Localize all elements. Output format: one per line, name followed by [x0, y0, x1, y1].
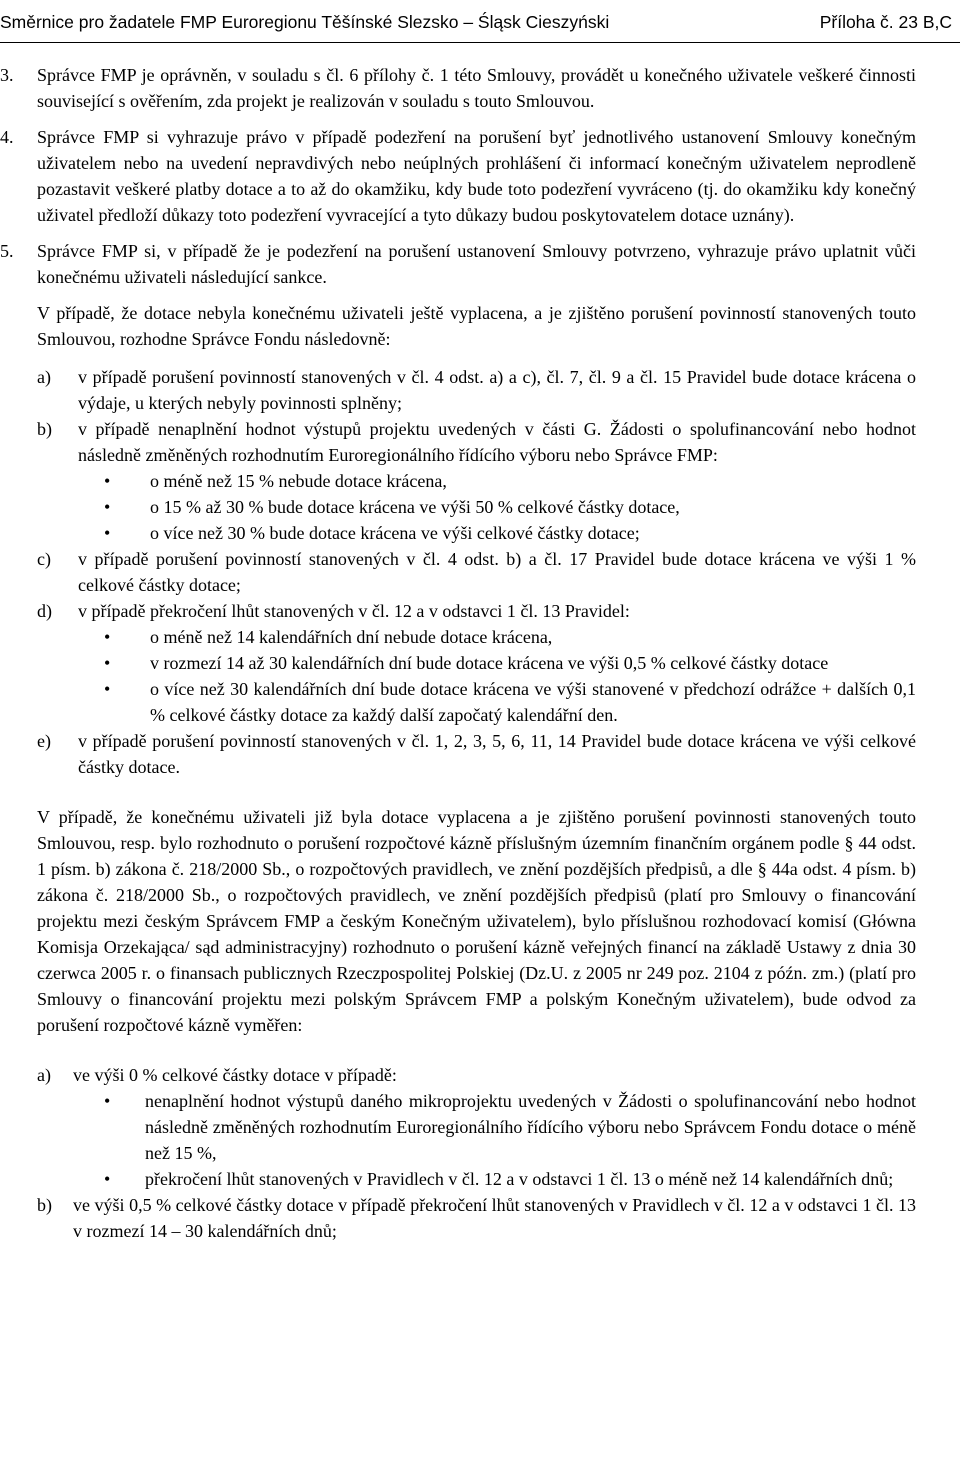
- bullet-text: nenaplnění hodnot výstupů daného mikroprojektu uvedených v Žádosti o spolufinancování nebo hodnot následně změněných rozhodnutím Euroregionálního řídícího výboru nebo Správcem Fondu dotace o méně než 15 %,: [145, 1091, 916, 1163]
- item-number: 5.: [0, 241, 14, 261]
- bullet-icon: •: [104, 471, 111, 491]
- list1-d-bullet: [0, 624, 916, 650]
- item-letter: a): [37, 367, 51, 387]
- bullet-text: o méně než 14 kalendářních dní nebude dotace krácena,: [150, 627, 553, 647]
- bullet-text: překročení lhůt stanovených v Pravidlech v čl. 12 a v odstavci 1 čl. 13 o méně než 14 kalendářních dnů;: [145, 1169, 894, 1189]
- list1-item-a: [0, 364, 916, 416]
- list1-b-bullet: [0, 468, 916, 494]
- bullet-text: o více než 30 % bude dotace krácena ve výši celkové částky dotace;: [150, 523, 640, 543]
- list1-item-b: [0, 416, 916, 468]
- bullet-icon: •: [104, 497, 111, 517]
- bullet-icon: •: [104, 1091, 111, 1111]
- list2-a-bullet: [0, 1166, 916, 1192]
- item-text: ve výši 0 % celkové částky dotace v případě:: [73, 1065, 397, 1085]
- header-attachment-label: Příloha č. 23 B,C: [819, 12, 952, 32]
- paragraph-already-paid: V případě, že konečnému uživateli již byla dotace vyplacena a je zjištěno porušení povinnosti stanovených touto Smlouvou, resp. bylo rozhodnuto o porušení rozpočtové kázně příslušným územním finančním orgánem podle § 44 odst. 1 písm. b) zákona č. 218/2000 Sb., o rozpočtových pravidlech, ve znění pozdějších předpisů, a dle § 44a odst. 4 písm. b) zákona č. 218/2000 Sb., o rozpočtových pravidlech, ve znění pozdějších předpisů (platí pro Smlouvy o financování projektu mezi českým Správcem FMP a českým Konečným uživatelem), bylo příslušnou rozhodovací komisí (Główna Komisja Orzekająca/ sąd administracyjny) rozhodnuto o porušení kázně veřejných financí na základě Ustawy z dnia 30 czerwca 2005 r. o finansach publicznych Rzeczpospolitej Polskiej (Dz.U. z 2005 nr 249 poz. 2104 z późn. zm.) (platí pro Smlouvy o financování projektu mezi polským Správcem FMP a polským Konečným uživatelem), bude odvod za porušení rozpočtové kázně vyměřen:: [37, 807, 916, 1035]
- bullet-icon: •: [104, 627, 111, 647]
- item-number: 4.: [0, 127, 14, 147]
- bullet-icon: •: [104, 679, 111, 699]
- bullet-icon: •: [104, 653, 111, 673]
- list1-item-c: [0, 546, 916, 598]
- item-text: ve výši 0,5 % celkové částky dotace v případě překročení lhůt stanovených v Pravidlech v čl. 12 a v odstavci 1 čl. 13 v rozmezí 14 – 30 kalendářních dnů;: [73, 1195, 916, 1241]
- page-header: [0, 6, 960, 43]
- list2-a-bullet: [0, 1088, 916, 1166]
- bullet-icon: •: [104, 523, 111, 543]
- list1-item-e: [0, 728, 916, 780]
- numbered-item-3: [0, 62, 916, 114]
- item-text: v případě překročení lhůt stanovených v čl. 12 a v odstavci 1 čl. 13 Pravidel:: [78, 601, 630, 621]
- bullet-text: v rozmezí 14 až 30 kalendářních dní bude dotace krácena ve výši 0,5 % celkové částky dotace: [150, 653, 829, 673]
- list1-d-bullet: [0, 676, 916, 728]
- item-letter: d): [37, 601, 52, 621]
- list1-b-bullet: [0, 520, 916, 546]
- item-text: v případě nenaplnění hodnot výstupů projektu uvedených v části G. Žádosti o spolufinancování nebo hodnot následně změněných rozhodnutím Euroregionálního řídícího výboru nebo Správce FMP:: [78, 419, 916, 465]
- numbered-item-5: [0, 238, 916, 290]
- item-letter: b): [37, 1195, 52, 1215]
- list1-b-bullet: [0, 494, 916, 520]
- document-body: [0, 42, 960, 1244]
- item-text: Správce FMP si, v případě že je podezření na porušení ustanovení Smlouvy potvrzeno, vyhrazuje právo uplatnit vůči konečnému uživateli následující sankce.: [37, 241, 916, 287]
- numbered-item-4: [0, 124, 916, 228]
- bullet-icon: •: [104, 1169, 111, 1189]
- bullet-text: o méně než 15 % nebude dotace krácena,: [150, 471, 447, 491]
- paragraph-not-paid: V případě, že dotace nebyla konečnému uživateli ještě vyplacena, a je zjištěno porušení povinností stanovených touto Smlouvou, rozhodne Správce Fondu následovně:: [37, 303, 916, 349]
- item-letter: b): [37, 419, 52, 439]
- item-text: Správce FMP si vyhrazuje právo v případě podezření na porušení byť jednotlivého ustanovení Smlouvy konečným uživatelem nebo na uvedení nepravdivých nebo neúplných prohlášení či informací konečným uživatelem neprodleně pozastavit veškeré platby dotace a to až do okamžiku, kdy bude toto podezření vyvráceno (tj. do okamžiku kdy konečný uživatel předloží důkazy toto podezření vyvracející a tyto důkazy budou poskytovatelem dotace uznány).: [37, 127, 916, 225]
- item-number: 3.: [0, 65, 14, 85]
- item-text: v případě porušení povinností stanovených v čl. 4 odst. a) a c), čl. 7, čl. 9 a čl. 15 Pravidel bude dotace krácena o výdaje, u kterých nebyly povinnosti splněny;: [78, 367, 916, 413]
- item-letter: e): [37, 731, 51, 751]
- item-letter: c): [37, 549, 51, 569]
- list2-item-a: [0, 1062, 916, 1088]
- item-text: Správce FMP je oprávněn, v souladu s čl. 6 přílohy č. 1 této Smlouvy, provádět u konečného uživatele veškeré činnosti související s ověřením, zda projekt je realizován v souladu s touto Smlouvou.: [37, 65, 916, 111]
- bullet-text: o více než 30 kalendářních dní bude dotace krácena ve výši stanovené v předchozí odrážce + dalších 0,1 % celkové částky dotace za každý další započatý kalendářní den.: [150, 679, 916, 725]
- list1-item-d: [0, 598, 916, 624]
- item-text: v případě porušení povinností stanovených v čl. 1, 2, 3, 5, 6, 11, 14 Pravidel bude dotace krácena ve výši celkové částky dotace.: [78, 731, 916, 777]
- item-letter: a): [37, 1065, 51, 1085]
- header-title: Směrnice pro žadatele FMP Euroregionu Těšínské Slezsko – Śląsk Cieszyński: [0, 12, 610, 32]
- item-text: v případě porušení povinností stanovených v čl. 4 odst. b) a čl. 17 Pravidel bude dotace krácena ve výši 1 % celkové částky dotace;: [78, 549, 916, 595]
- list2-item-b: [0, 1192, 916, 1244]
- list1-d-bullet: [0, 650, 916, 676]
- bullet-text: o 15 % až 30 % bude dotace krácena ve výši 50 % celkové částky dotace,: [150, 497, 680, 517]
